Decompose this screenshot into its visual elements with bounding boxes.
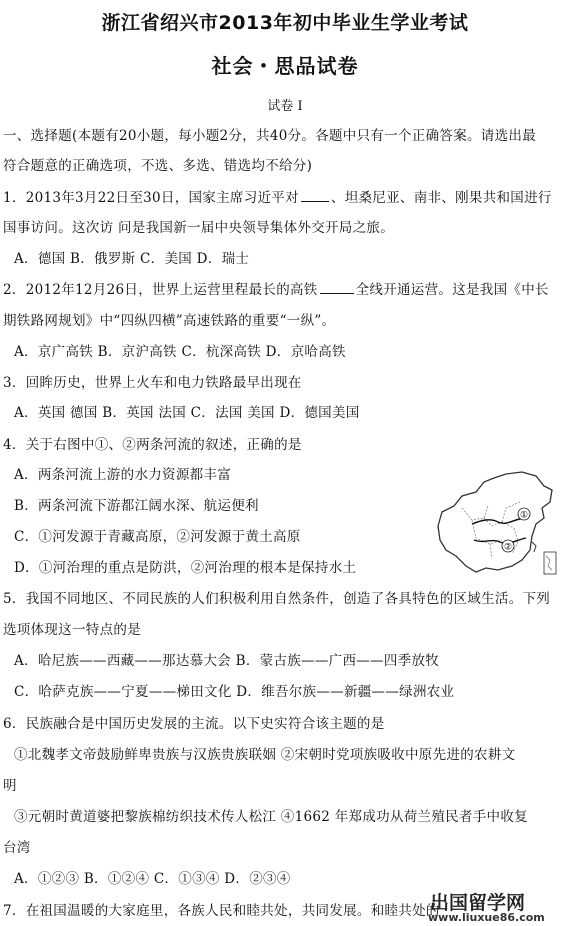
answer-blank — [301, 201, 329, 202]
question-5-options-ab: A．哈尼族——西藏——那达慕大会 B．蒙古族——广西——四季放牧 — [14, 653, 440, 669]
question-5-stem-a: 5．我国不同地区、不同民族的人们积极利用自然条件，创造了各具特色的区域生活。下列 — [3, 591, 551, 607]
question-3-options: A．英国 德国 B．英国 法国 C．法国 美国 D．德国美国 — [14, 405, 360, 421]
question-6-items-3-4-cont: 台湾 — [3, 840, 31, 856]
question-2-options: A．京广高铁 B．京沪高铁 C．杭深高铁 D．京哈高铁 — [14, 344, 346, 360]
watermark-name: 出国留学网 — [430, 892, 526, 914]
question-2-stem-c: 期铁路网规划》中“四纵四横”高速铁路的重要“一纵”。 — [3, 313, 336, 329]
south-china-sea-inset — [544, 552, 556, 574]
river-1-label: ① — [519, 510, 529, 521]
river-2-line — [474, 538, 526, 543]
watermark — [422, 888, 570, 926]
river-1-line — [472, 518, 524, 524]
question-1-stem-c: 国事访问。这次访 问是我国新一届中央领导集体外交开局之旅。 — [3, 220, 394, 236]
question-4-option-d: D．①河治理的重点是防洪，②河治理的根本是保持水土 — [14, 560, 357, 576]
question-7-stem: 7．在祖国温暖的大家庭里，各族人民和睦共处，共同发展。和睦共处的 — [3, 903, 440, 919]
china-outline — [438, 472, 552, 572]
question-2-stem-b: 全线开通运营。这是我国《中长 — [355, 282, 549, 298]
instructions-line-2: 符合题意的正确选项，不选、多选、错选均不给分) — [3, 158, 313, 174]
question-2-stem — [3, 278, 549, 298]
watermark-url: www.liuxue86.com — [428, 911, 545, 924]
question-6-items-1-2-cont: 明 — [3, 778, 17, 794]
question-6-options: A．①②③ B．①②④ C．①③④ D．②③④ — [14, 871, 291, 887]
question-1-stem — [3, 186, 552, 206]
question-6-items-3-4: ③元朝时黄道婆把黎族棉纺织技术传人松江 ④1662 年郑成功从荷兰殖民者手中收复 — [14, 809, 528, 825]
question-4-option-a: A．两条河流上游的水力资源都丰富 — [14, 467, 232, 483]
question-6-items-1-2: ①北魏孝文帝鼓励鲜卑贵族与汉族贵族联姻 ②宋朝时党项族吸收中原先进的农耕文 — [14, 747, 516, 763]
answer-blank — [320, 293, 354, 294]
question-4-option-b: B．两条河流下游都江阔水深、航运便利 — [14, 498, 259, 514]
question-1-stem-b: 、坦桑尼亚、南非、刚果共和国进行 — [330, 190, 552, 206]
exam-title: 浙江省绍兴市2013年初中毕业生学业考试 — [101, 12, 469, 34]
china-rivers-map — [432, 468, 560, 583]
river-2-label: ② — [503, 542, 513, 553]
question-5-options-cd: C．哈萨克族——宁夏——梯田文化 D．维吾尔族——新疆——绿洲农业 — [14, 684, 455, 700]
question-1-stem-a: 1．2013年3月22日至30日，国家主席习近平对 — [3, 190, 299, 206]
question-3-stem: 3．回眸历史，世界上火车和电力铁路最早出现在 — [3, 375, 302, 391]
question-2-stem-a: 2．2012年12月26日，世界上运营里程最长的高铁 — [3, 282, 318, 298]
question-1-options: A．德国 B．俄罗斯 C．美国 D．瑞士 — [14, 251, 250, 267]
question-4-option-c: C．①河发源于青藏高原，②河发源于黄土高原 — [14, 529, 301, 545]
question-6-stem: 6．民族融合是中国历史发展的主流。以下史实符合该主题的是 — [3, 716, 385, 732]
question-5-stem-b: 选项体现这一特点的是 — [3, 622, 141, 638]
section-label: 试卷 Ⅰ — [267, 99, 303, 114]
question-4-stem: 4．关于右图中①、②两条河流的叙述，正确的是 — [3, 437, 302, 453]
exam-subtitle: 社会・思品试卷 — [211, 54, 359, 78]
instructions-line-1: 一、选择题(本题有20小题，每小题2分，共40分。各题中只有一个正确答案。请选出最 — [3, 128, 537, 144]
